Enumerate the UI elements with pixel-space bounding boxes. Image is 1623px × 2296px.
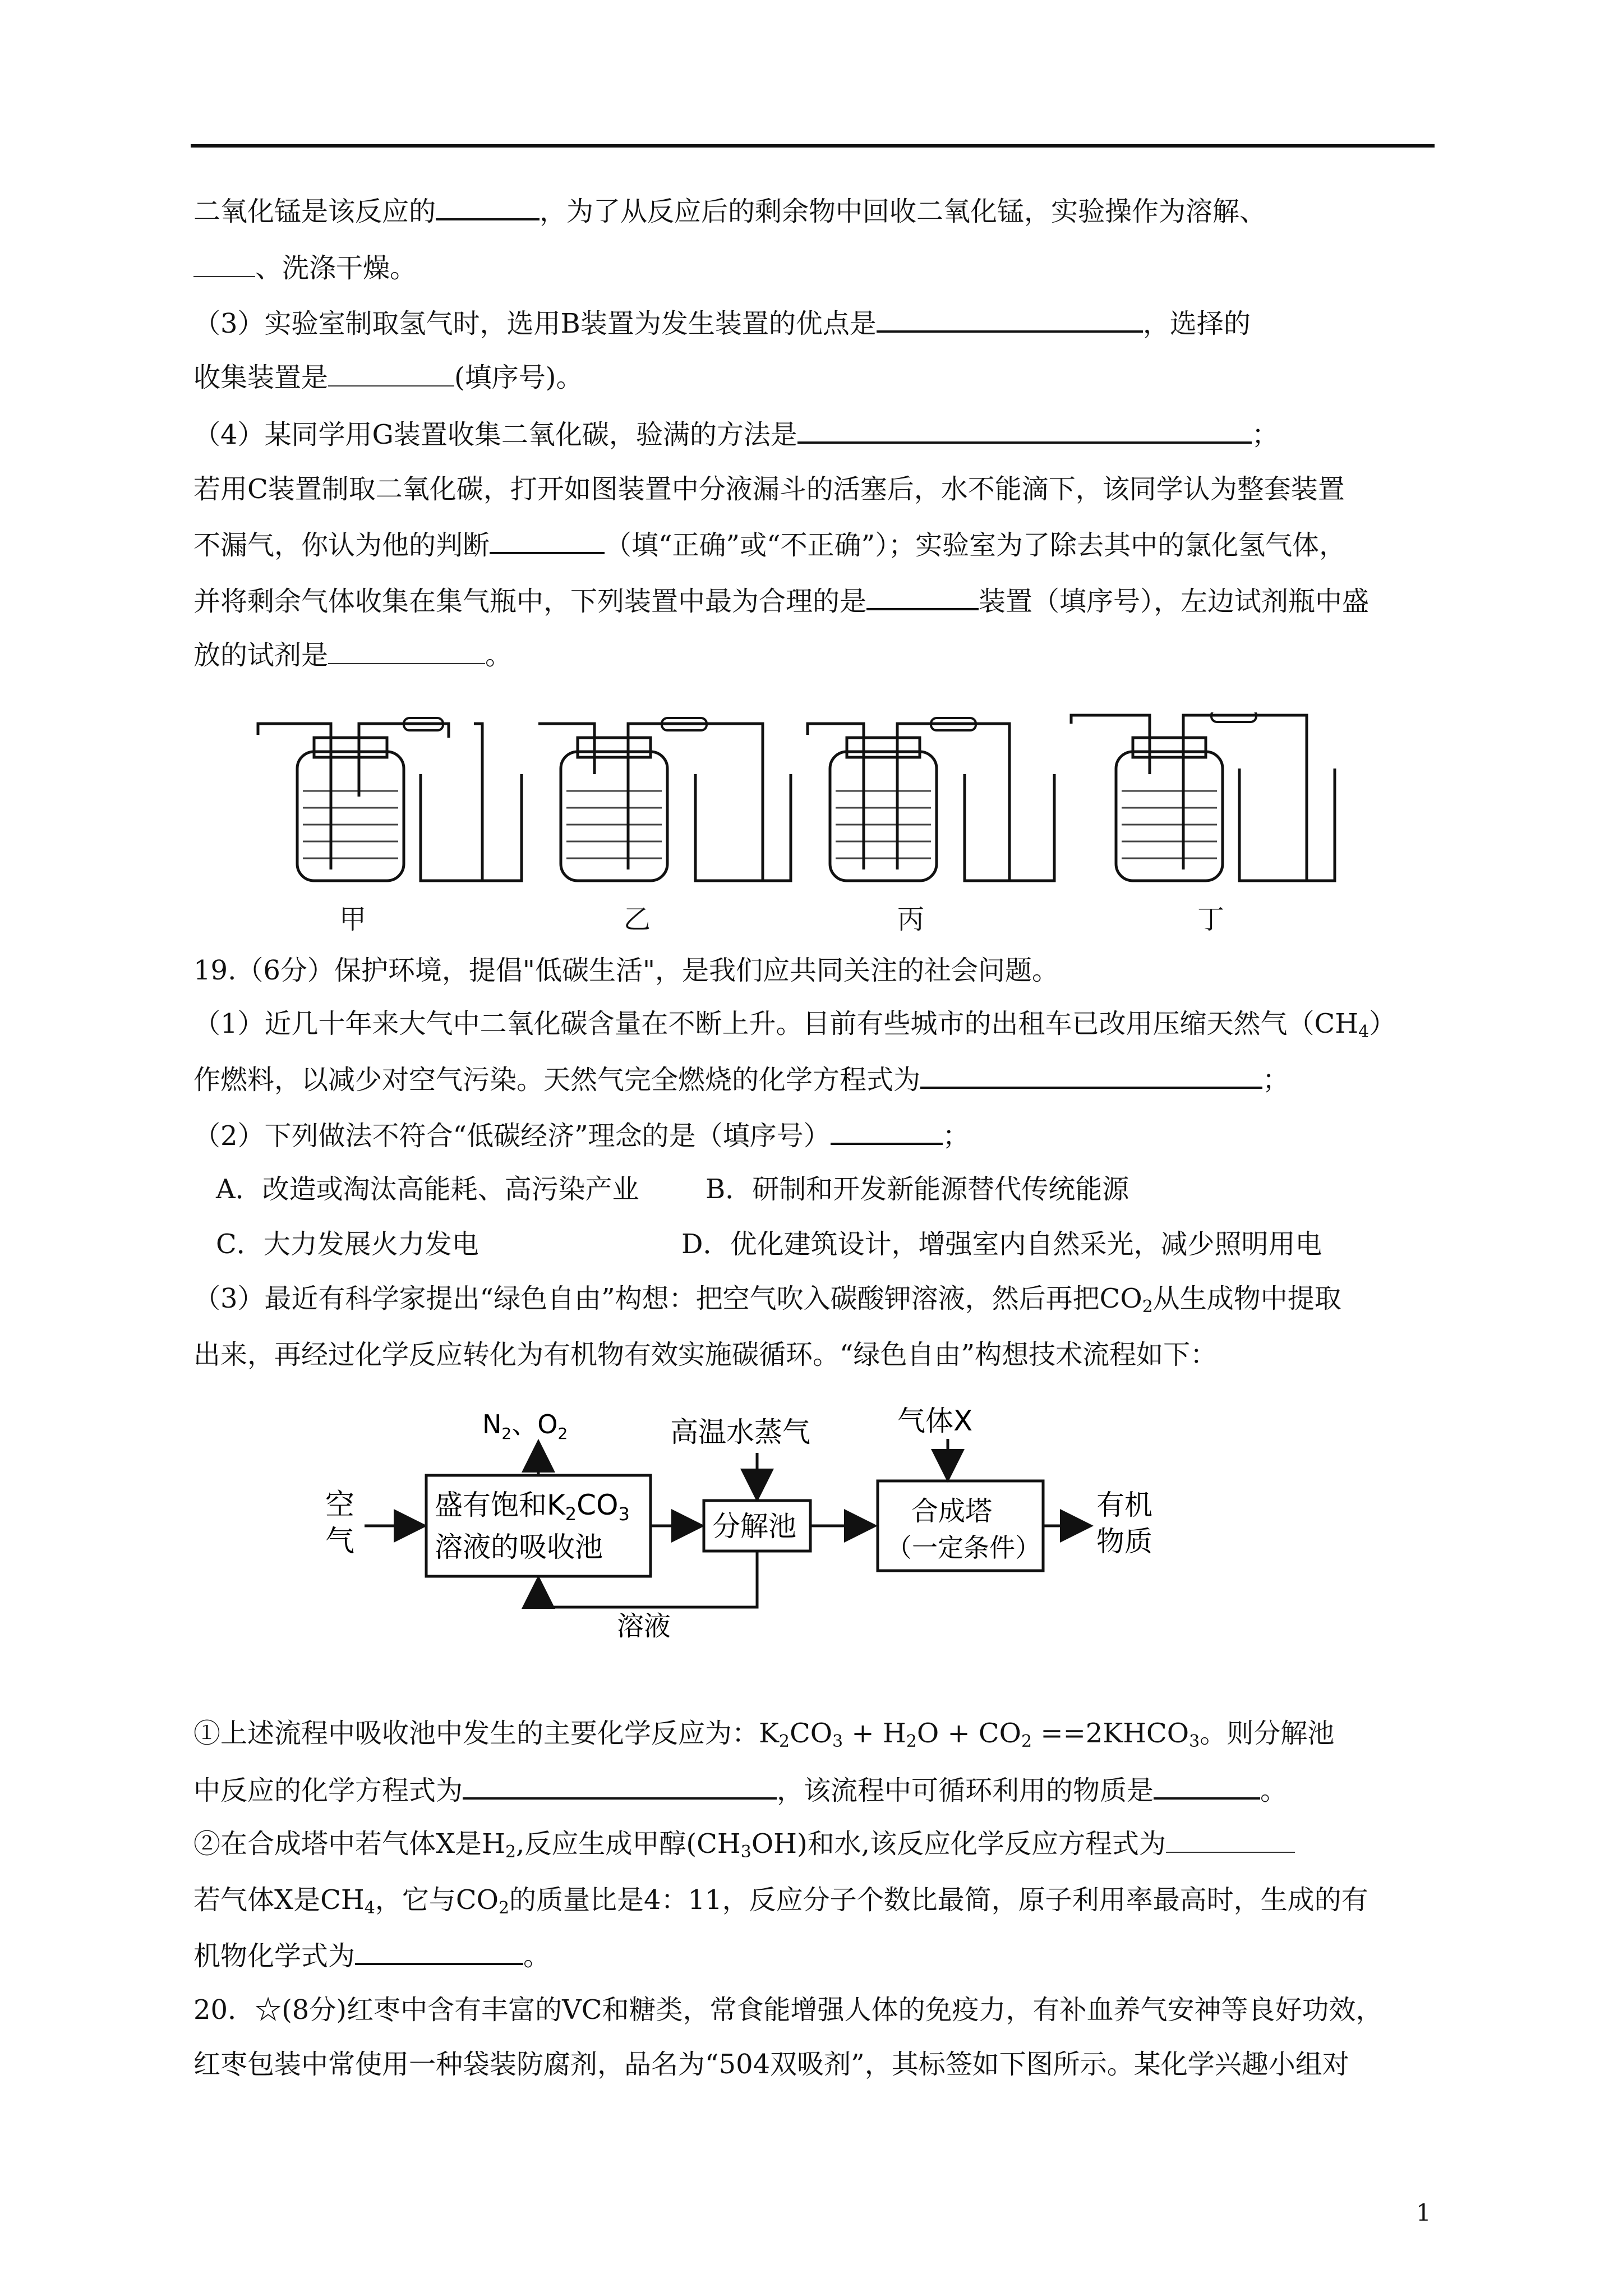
q19-p1a: （1）近几十年来大气中二氧化碳含量在不断上升。目前有些城市的出租车已改用压缩天然气$(CH_4)$ xyxy=(193,1008,1396,1042)
flow-absorber-text1: 盛有饱和$K_2CO_3$ xyxy=(435,1489,630,1525)
q18-line3: （3）实验室制取氢气时，选用B装置为发生装置的优点是 ，选择的 xyxy=(193,306,1251,341)
flow-decomposer: 分解池 xyxy=(712,1510,796,1543)
apparatus-jia xyxy=(258,718,522,881)
flow-gas-x: 气体X xyxy=(897,1405,973,1437)
q19-s1b: 中反应的化学方程式为 ，该流程中可循环利用的物质是 。 xyxy=(193,1773,1287,1807)
apparatus-yi xyxy=(538,718,791,881)
q19-s2b: 若气体X是$CH_4$，它与$CO_2$的质量比是4：11，反应分子个数比最简，原子利用率最高时，生成的有 xyxy=(193,1884,1368,1918)
q18-line8: 并将剩余气体收集在集气瓶中，下列装置中最为合理的是 装置（填序号），左边试剂瓶中盛 xyxy=(193,583,1369,618)
q19-option-d: D．优化建筑设计，增强室内自然采光，减少照明用电 xyxy=(681,1228,1322,1260)
gas-washing-apparatus xyxy=(0,712,1623,892)
q19-p3b: 出来，再经过化学反应转化为有机物有效实施碳循环。“绿色自由”构想技术流程如下： xyxy=(193,1339,1218,1370)
label-yi: 乙 xyxy=(624,904,651,935)
q19-p2: （2）下列做法不符合“低碳经济”理念的是（填序号） ； xyxy=(193,1118,970,1153)
flow-steam: 高温水蒸气 xyxy=(670,1416,810,1448)
q19-s1a: ①上述流程中吸收池中发生的主要化学反应为：$K_2CO_3 + H_2O + CO_2$ $==2KHCO_3$。则分解池 xyxy=(193,1718,1335,1751)
apparatus-bing xyxy=(808,718,1054,881)
label-jia: 甲 xyxy=(339,904,367,935)
apparatus-ding xyxy=(1071,712,1335,881)
header-rule xyxy=(191,144,1435,148)
q18-line2: 、洗涤干燥。 xyxy=(193,251,417,285)
label-bing: 丙 xyxy=(897,904,925,935)
label-ding: 丁 xyxy=(1197,904,1225,935)
q19-option-b: B．研制和开发新能源替代传统能源 xyxy=(706,1174,1129,1205)
flow-tower-condition: （一定条件） xyxy=(886,1533,1041,1563)
q18-line4: 收集装置是 (填序号)。 xyxy=(193,362,583,393)
page-number: 1 xyxy=(1416,2199,1431,2226)
q18-line5: （4）某同学用G装置收集二氧化碳，验满的方法是 ； xyxy=(193,417,1279,452)
q20-line1: 20．☆(8分)红枣中含有丰富的VC和糖类，常食能增强人体的免疫力，有补血养气安神等良好功效， xyxy=(193,1994,1383,2026)
q19-option-a: A．改造或淘汰高能耗、高污染产业 xyxy=(216,1174,639,1205)
q19-s2c: 机物化学式为 。 xyxy=(193,1938,550,1973)
green-freedom-flowchart xyxy=(0,1397,1623,1649)
q19-title: 19.（6分）保护环境，提倡"低碳生活"，是我们应共同关注的社会问题。 xyxy=(193,955,1059,986)
q18-line7: 不漏气，你认为他的判断 （填“正确”或“不正确”）；实验室为了除去其中的氯化氢气体， xyxy=(193,527,1346,562)
q20-line2: 红枣包装中常使用一种袋装防腐剂，品名为“504双吸剂”，其标签如下图所示。某化学兴趣小组对 xyxy=(193,2049,1349,2080)
flow-organic-top: 有机 xyxy=(1096,1489,1152,1521)
flow-organic-bottom: 物质 xyxy=(1096,1525,1152,1558)
q18-line9: 放的试剂是 。 xyxy=(193,639,513,671)
flow-tower: 合成塔 xyxy=(911,1496,993,1527)
flow-solution: 溶液 xyxy=(617,1611,671,1642)
flow-air-top: 空 xyxy=(325,1488,355,1522)
q19-p3a: （3）最近有科学家提出“绿色自由”构想：把空气吹入碳酸钾溶液，然后再把$CO_2$从生成物中提取 xyxy=(193,1283,1341,1317)
flow-n2-o2: $N_2$、$O_2$ xyxy=(482,1409,568,1443)
q19-p1b: 作燃料，以减少对空气污染。天然气完全燃烧的化学方程式为 ； xyxy=(193,1062,1289,1097)
q19-option-c: C．大力发展火力发电 xyxy=(216,1228,479,1260)
flow-absorber-text2: 溶液的吸收池 xyxy=(435,1531,603,1563)
flow-air-bottom: 气 xyxy=(325,1525,355,1558)
q19-s2a: ②在合成塔中若气体X是$H_2$,反应生成甲醇$(CH_3OH)$和水,该反应化学反应方程式为 xyxy=(193,1827,1295,1869)
q18-line6: 若用C装置制取二氧化碳，打开如图装置中分液漏斗的活塞后，水不能滴下，该同学认为整套装置 xyxy=(193,473,1345,505)
q18-line1: 二氧化锰是该反应的 ，为了从反应后的剩余物中回收二氧化锰，实验操作为溶解、 xyxy=(193,194,1266,228)
